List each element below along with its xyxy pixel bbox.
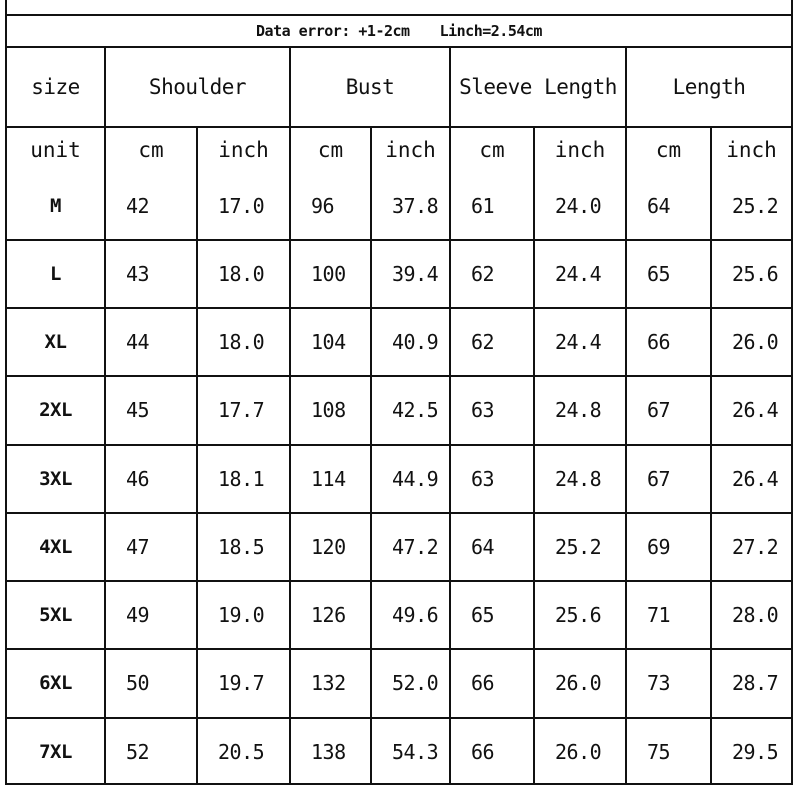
unit-cell: cm: [626, 127, 711, 172]
measurement-cell: 132: [290, 649, 371, 717]
table-row: [7, 308, 791, 376]
unit-cell: cm: [450, 127, 534, 172]
measurement-cell: 29.5: [711, 718, 791, 785]
table-row: [7, 173, 791, 240]
unit-header: unit: [7, 127, 105, 172]
measurement-cell: 18.0: [197, 240, 290, 308]
measurement-cell: 25.6: [534, 581, 626, 649]
size-chart: [5, 0, 793, 785]
measurement-cell: 25.2: [711, 173, 791, 240]
length-header: Length: [626, 48, 791, 127]
measurement-cell: 63: [450, 376, 534, 444]
measurement-cell: 67: [626, 445, 711, 513]
measurement-cell: 25.2: [534, 513, 626, 581]
measurement-cell: 28.7: [711, 649, 791, 717]
inch-conversion-note: Linch=2.54cm: [439, 22, 542, 40]
measurement-cell: 52: [105, 718, 197, 785]
size-cell: 4XL: [7, 513, 105, 581]
measurement-cell: 19.7: [197, 649, 290, 717]
measurement-cell: 126: [290, 581, 371, 649]
measurement-cell: 69: [626, 513, 711, 581]
measurement-cell: 54.3: [371, 718, 450, 785]
measurement-cell: 24.8: [534, 445, 626, 513]
measurement-cell: 46: [105, 445, 197, 513]
header-row: [7, 48, 791, 127]
measurement-cell: 45: [105, 376, 197, 444]
data-error-note: Data error: +1-2cm: [256, 22, 410, 40]
measurement-cell: 64: [450, 513, 534, 581]
unit-cell: inch: [197, 127, 290, 172]
measurement-cell: 17.0: [197, 173, 290, 240]
measurement-cell: 27.2: [711, 513, 791, 581]
measurement-cell: 49: [105, 581, 197, 649]
measurement-cell: 18.5: [197, 513, 290, 581]
measurement-cell: 24.8: [534, 376, 626, 444]
measurement-cell: 26.0: [711, 308, 791, 376]
measurement-cell: 62: [450, 240, 534, 308]
measurement-cell: 66: [626, 308, 711, 376]
size-table: [7, 48, 791, 785]
measurement-cell: 47.2: [371, 513, 450, 581]
table-row: [7, 240, 791, 308]
table-row: [7, 445, 791, 513]
size-cell: 5XL: [7, 581, 105, 649]
measurement-cell: 75: [626, 718, 711, 785]
shoulder-header: Shoulder: [105, 48, 290, 127]
table-row: [7, 649, 791, 717]
table-row: [7, 581, 791, 649]
measurement-cell: 24.4: [534, 240, 626, 308]
measurement-cell: 67: [626, 376, 711, 444]
table-row: [7, 718, 791, 785]
size-cell: M: [7, 173, 105, 240]
size-cell: 7XL: [7, 718, 105, 785]
measurement-cell: 96: [290, 173, 371, 240]
measurement-cell: 108: [290, 376, 371, 444]
unit-cell: inch: [534, 127, 626, 172]
measurement-cell: 49.6: [371, 581, 450, 649]
measurement-cell: 65: [626, 240, 711, 308]
measurement-cell: 66: [450, 718, 534, 785]
measurement-cell: 64: [626, 173, 711, 240]
measurement-cell: 20.5: [197, 718, 290, 785]
size-cell: XL: [7, 308, 105, 376]
unit-cell: inch: [371, 127, 450, 172]
chart-title-strip: [7, 0, 791, 16]
measurement-cell: 37.8: [371, 173, 450, 240]
measurement-cell: 18.0: [197, 308, 290, 376]
size-cell: 3XL: [7, 445, 105, 513]
size-cell: 2XL: [7, 376, 105, 444]
measurement-cell: 62: [450, 308, 534, 376]
bust-header: Bust: [290, 48, 450, 127]
measurement-cell: 26.4: [711, 376, 791, 444]
size-header: size: [7, 48, 105, 127]
measurement-cell: 24.4: [534, 308, 626, 376]
measurement-cell: 26.4: [711, 445, 791, 513]
measurement-cell: 100: [290, 240, 371, 308]
unit-row: [7, 127, 791, 172]
measurement-cell: 18.1: [197, 445, 290, 513]
measurement-cell: 52.0: [371, 649, 450, 717]
measurement-cell: 44: [105, 308, 197, 376]
measurement-cell: 66: [450, 649, 534, 717]
size-cell: L: [7, 240, 105, 308]
measurement-cell: 24.0: [534, 173, 626, 240]
sleeve-length-header: Sleeve Length: [450, 48, 626, 127]
measurement-cell: 104: [290, 308, 371, 376]
measurement-cell: 42: [105, 173, 197, 240]
measurement-cell: 43: [105, 240, 197, 308]
measurement-cell: 138: [290, 718, 371, 785]
unit-cell: inch: [711, 127, 791, 172]
measurement-cell: 40.9: [371, 308, 450, 376]
measurement-cell: 63: [450, 445, 534, 513]
measurement-cell: 44.9: [371, 445, 450, 513]
measurement-cell: 50: [105, 649, 197, 717]
table-body: [7, 173, 791, 786]
measurement-cell: 17.7: [197, 376, 290, 444]
measurement-cell: 114: [290, 445, 371, 513]
measurement-cell: 65: [450, 581, 534, 649]
unit-cell: cm: [290, 127, 371, 172]
measurement-cell: 28.0: [711, 581, 791, 649]
measurement-cell: 42.5: [371, 376, 450, 444]
table-row: [7, 513, 791, 581]
measurement-cell: 39.4: [371, 240, 450, 308]
measurement-cell: 61: [450, 173, 534, 240]
measurement-cell: 26.0: [534, 649, 626, 717]
unit-cell: cm: [105, 127, 197, 172]
measurement-cell: 73: [626, 649, 711, 717]
measurement-cell: 71: [626, 581, 711, 649]
table-row: [7, 376, 791, 444]
measurement-cell: 25.6: [711, 240, 791, 308]
measurement-cell: 120: [290, 513, 371, 581]
measurement-cell: 47: [105, 513, 197, 581]
size-cell: 6XL: [7, 649, 105, 717]
measurement-cell: 19.0: [197, 581, 290, 649]
measurement-note: [7, 16, 791, 48]
measurement-cell: 26.0: [534, 718, 626, 785]
